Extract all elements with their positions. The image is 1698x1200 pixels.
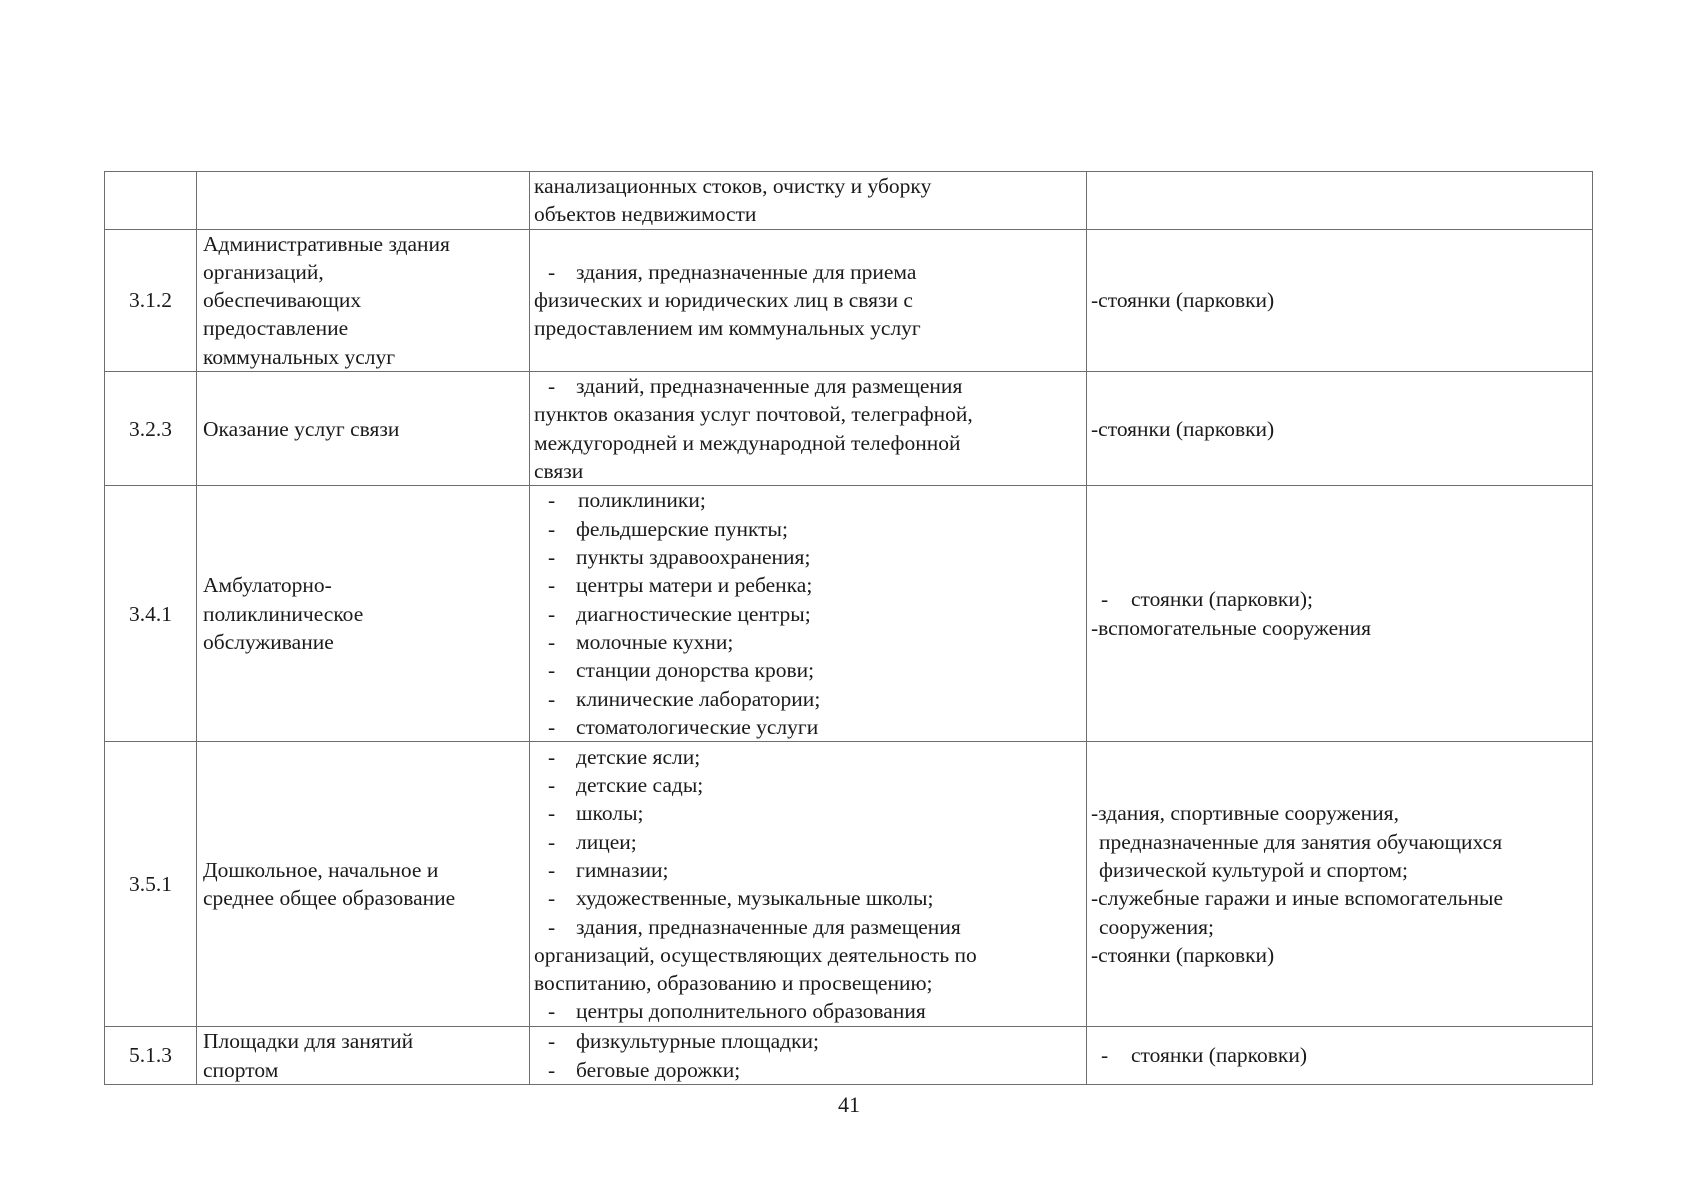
list-item-text: центры дополнительного образования [576, 999, 926, 1024]
dash-marker: - [548, 658, 556, 683]
text-line: -вспомогательные сооружения [1091, 615, 1372, 640]
dash-marker: - [548, 714, 556, 739]
list-item [534, 1027, 1080, 1055]
land-use-table [104, 171, 1593, 1085]
list-item [534, 743, 1080, 771]
list-item-text: фельдшерские пункты; [576, 516, 788, 541]
dash-marker: - [1101, 587, 1109, 612]
dash-marker: - [548, 686, 556, 711]
dash-marker: - [548, 886, 556, 911]
text-line: -стоянки (парковки) [1091, 416, 1275, 441]
text-line: коммунальных услуг [203, 344, 396, 369]
row-name [197, 1027, 530, 1085]
dash-marker: - [548, 374, 556, 399]
dash-marker: - [548, 259, 556, 284]
text-line: предназначенные для занятия обучающихся [1099, 829, 1503, 854]
text-line: -здания, спортивные сооружения, [1091, 801, 1399, 826]
row-code: 3.4.1 [105, 486, 197, 742]
list-item-text: детские сады; [576, 773, 704, 798]
row-aux-use [1087, 486, 1593, 742]
list-item [534, 486, 1080, 514]
text-line: обслуживание [203, 629, 334, 654]
dash-marker: - [548, 601, 556, 626]
list-item [534, 828, 1080, 856]
text-line: Площадки для занятий [203, 1029, 414, 1054]
text-line: связи [534, 458, 584, 483]
row-main-use [530, 742, 1087, 1027]
table-row [105, 742, 1593, 1027]
row-code: 5.1.3 [105, 1027, 197, 1085]
text-line: предоставление [203, 316, 349, 341]
dash-marker: - [548, 744, 556, 769]
row-name [197, 372, 530, 486]
list-item-text: станции донорства крови; [576, 658, 815, 683]
list-item-text: молочные кухни; [576, 629, 734, 654]
row-aux-use [1087, 372, 1593, 486]
row-aux-use [1087, 1027, 1593, 1085]
list-item [534, 799, 1080, 827]
text-line: Дошкольное, начальное и [203, 857, 439, 882]
dash-marker: - [548, 1057, 556, 1082]
list-item [534, 685, 1080, 713]
text-line: междугородней и международной телефонной [534, 430, 961, 455]
text-line: объектов недвижимости [534, 202, 757, 227]
dash-marker: - [548, 545, 556, 570]
row-aux-use [1087, 742, 1593, 1027]
text-line: Амбулаторно- [203, 573, 332, 598]
list-item-text: пункты здравоохранения; [576, 545, 811, 570]
row-name [197, 229, 530, 371]
list-item-text: клинические лаборатории; [576, 686, 821, 711]
dash-marker: - [548, 829, 556, 854]
text-line: -служебные гаражи и иные вспомогательные [1091, 886, 1504, 911]
text-line: обеспечивающих [203, 288, 362, 313]
row-name [197, 742, 530, 1027]
row-aux-use [1087, 229, 1593, 371]
text-line: -стоянки (парковки) [1091, 288, 1275, 313]
list-item [534, 884, 1080, 912]
row-name [197, 486, 530, 742]
row-code: 3.2.3 [105, 372, 197, 486]
list-item [534, 1056, 1080, 1084]
list-item [534, 600, 1080, 628]
row-code [105, 172, 197, 230]
text-line: сооружения; [1099, 914, 1214, 939]
list-item [534, 571, 1080, 599]
text-line: канализационных стоков, очистку и уборку [534, 174, 932, 198]
table-row [105, 172, 1593, 230]
list-item [534, 856, 1080, 884]
dash-marker: - [548, 801, 556, 826]
dash-marker: - [548, 488, 556, 513]
list-item [534, 771, 1080, 799]
list-item-text: физкультурные площадки; [576, 1029, 820, 1054]
list-item-text: стоматологические услуги [576, 714, 819, 739]
list-item [534, 913, 1080, 941]
list-item [534, 656, 1080, 684]
table-row [105, 229, 1593, 371]
dash-marker: - [548, 516, 556, 541]
list-item-text: зданий, предназначенные для размещения [576, 374, 963, 399]
list-item-text: диагностические центры; [576, 601, 811, 626]
text-line: физической культурой и спортом; [1099, 857, 1408, 882]
row-name [197, 172, 530, 230]
table-row [105, 372, 1593, 486]
list-item-text: гимназии; [576, 857, 669, 882]
dash-marker: - [548, 1029, 556, 1054]
text-line: спортом [203, 1057, 279, 1082]
list-item [1091, 585, 1586, 613]
dash-marker: - [548, 773, 556, 798]
text-line: поликлиническое [203, 601, 364, 626]
list-item [534, 372, 1080, 400]
table-row [105, 1027, 1593, 1085]
dash-marker: - [548, 629, 556, 654]
text-line: среднее общее образование [203, 886, 456, 911]
list-item [534, 997, 1080, 1025]
row-main-use [530, 172, 1087, 230]
dash-marker: - [548, 857, 556, 882]
list-item-text: стоянки (парковки); [1131, 587, 1314, 612]
list-item-text: лицеи; [576, 829, 637, 854]
list-item [534, 258, 1080, 286]
list-item-text: детские ясли; [576, 744, 701, 769]
dash-marker: - [548, 573, 556, 598]
text-line: предоставлением им коммунальных услуг [534, 316, 921, 341]
text-line: пунктов оказания услуг почтовой, телеграфной, [534, 402, 973, 427]
text-line: Административные здания [203, 231, 450, 256]
list-item [534, 713, 1080, 741]
list-item-text: художественные, музыкальные школы; [576, 886, 934, 911]
row-main-use [530, 229, 1087, 371]
list-item-text: поликлиники; [578, 488, 706, 513]
row-aux-use [1087, 172, 1593, 230]
list-item [534, 515, 1080, 543]
list-item-text: здания, предназначенные для размещения [576, 914, 961, 939]
row-main-use [530, 372, 1087, 486]
text-line: воспитанию, образованию и просвещению; [534, 971, 933, 996]
list-item-text: стоянки (парковки) [1131, 1043, 1308, 1068]
row-main-use [530, 1027, 1087, 1085]
list-item [1091, 1041, 1586, 1069]
list-item-text: центры матери и ребенка; [576, 573, 813, 598]
text-line: -стоянки (парковки) [1091, 942, 1275, 967]
text-line: физических и юридических лиц в связи с [534, 288, 913, 313]
text-line: Оказание услуг связи [203, 416, 400, 441]
text-line: организаций, осуществляющих деятельность по [534, 942, 977, 967]
dash-marker: - [548, 999, 556, 1024]
list-item-text: беговые дорожки; [576, 1057, 741, 1082]
dash-marker: - [548, 914, 556, 939]
list-item-text: здания, предназначенные для приема [576, 259, 917, 284]
list-item-text: школы; [576, 801, 644, 826]
list-item [534, 628, 1080, 656]
page-number: 41 [838, 1092, 860, 1117]
row-code: 3.5.1 [105, 742, 197, 1027]
table-row [105, 486, 1593, 742]
row-code: 3.1.2 [105, 229, 197, 371]
dash-marker: - [1101, 1043, 1109, 1068]
text-line: организаций, [203, 259, 324, 284]
row-main-use [530, 486, 1087, 742]
list-item [534, 543, 1080, 571]
